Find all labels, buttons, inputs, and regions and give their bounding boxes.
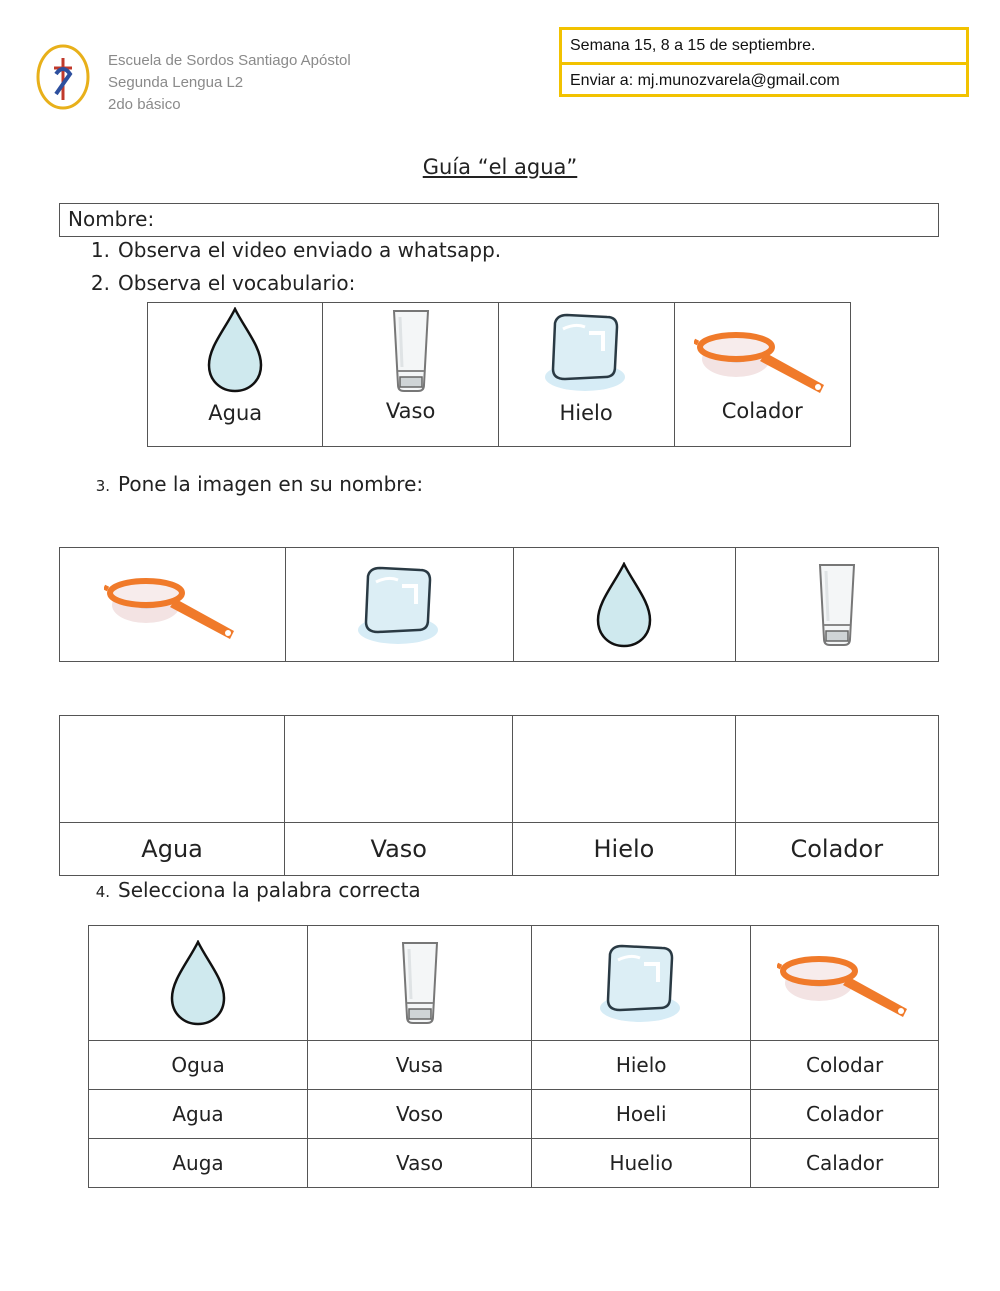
- glass-icon: [814, 563, 860, 647]
- glass-icon: [388, 309, 434, 393]
- word-option[interactable]: Vusa: [308, 1041, 532, 1090]
- water-drop-icon: [205, 307, 265, 393]
- word-option[interactable]: Hoeli: [532, 1090, 751, 1139]
- match-images-table: [59, 547, 939, 662]
- strainer-icon: [104, 565, 240, 645]
- drop-zone[interactable]: [60, 716, 285, 823]
- word-option[interactable]: Voso: [308, 1090, 532, 1139]
- water-drop-icon: [168, 940, 228, 1026]
- word-label: Hielo: [513, 823, 735, 876]
- vocab-cell-agua: [148, 303, 323, 447]
- ice-cube-icon: [600, 942, 682, 1024]
- word-option[interactable]: Vaso: [308, 1139, 532, 1188]
- vocabulary-table: [147, 302, 851, 447]
- word-option[interactable]: Colodar: [751, 1041, 939, 1090]
- word-label: Vaso: [285, 823, 513, 876]
- word-option[interactable]: Ogua: [89, 1041, 308, 1090]
- ice-cube-icon: [358, 564, 440, 646]
- school-logo: [36, 44, 90, 110]
- instruction-4: 4. Selecciona la palabra correcta: [95, 878, 421, 902]
- strainer-icon: [777, 943, 913, 1023]
- vocab-cell-hielo: [498, 303, 674, 447]
- select-word-table: [88, 925, 939, 1188]
- vocab-cell-vaso: [323, 303, 498, 447]
- select-image-cell: [89, 926, 308, 1041]
- glass-icon: [397, 941, 443, 1025]
- draggable-image[interactable]: [60, 548, 286, 662]
- select-image-cell: [751, 926, 939, 1041]
- strainer-icon: [694, 319, 830, 399]
- match-words-table: [59, 715, 939, 876]
- word-label: Agua: [60, 823, 285, 876]
- drop-zone[interactable]: [285, 716, 513, 823]
- vocab-label: Vaso: [385, 399, 436, 423]
- select-image-cell: [532, 926, 751, 1041]
- drop-zone[interactable]: [513, 716, 735, 823]
- drop-zone[interactable]: [735, 716, 938, 823]
- instruction-2: 2. Observa el vocabulario:: [90, 271, 356, 295]
- ice-cube-icon: [545, 311, 627, 393]
- vocab-cell-colador: [674, 303, 851, 447]
- draggable-image[interactable]: [513, 548, 735, 662]
- name-field[interactable]: Nombre:: [59, 203, 939, 237]
- submission-info-box: [559, 27, 969, 97]
- page-title: Guía “el agua”: [422, 155, 578, 179]
- word-label: Colador: [735, 823, 938, 876]
- word-option[interactable]: Agua: [89, 1090, 308, 1139]
- subject: Segunda Lengua L2: [108, 74, 244, 91]
- word-option[interactable]: Hielo: [532, 1041, 751, 1090]
- water-drop-icon: [594, 562, 654, 648]
- draggable-image[interactable]: [285, 548, 513, 662]
- school-info: [108, 50, 351, 116]
- word-option[interactable]: Calador: [751, 1139, 939, 1188]
- vocab-label: Hielo: [559, 401, 613, 425]
- select-image-cell: [308, 926, 532, 1041]
- send-to-info: Enviar a: mj.munozvarela@gmail.com: [562, 62, 966, 97]
- instruction-1: 1. Observa el video enviado a whatsapp.: [90, 238, 502, 262]
- word-option[interactable]: Auga: [89, 1139, 308, 1188]
- word-option[interactable]: Huelio: [532, 1139, 751, 1188]
- word-option[interactable]: Colador: [751, 1090, 939, 1139]
- draggable-image[interactable]: [735, 548, 938, 662]
- week-info: Semana 15, 8 a 15 de septiembre.: [570, 37, 816, 54]
- vocab-label: Agua: [208, 401, 263, 425]
- grade: 2do básico: [108, 96, 181, 113]
- vocab-label: Colador: [721, 399, 803, 423]
- instruction-3: 3. Pone la imagen en su nombre:: [95, 472, 424, 496]
- school-name: Escuela de Sordos Santiago Apóstol: [108, 52, 351, 69]
